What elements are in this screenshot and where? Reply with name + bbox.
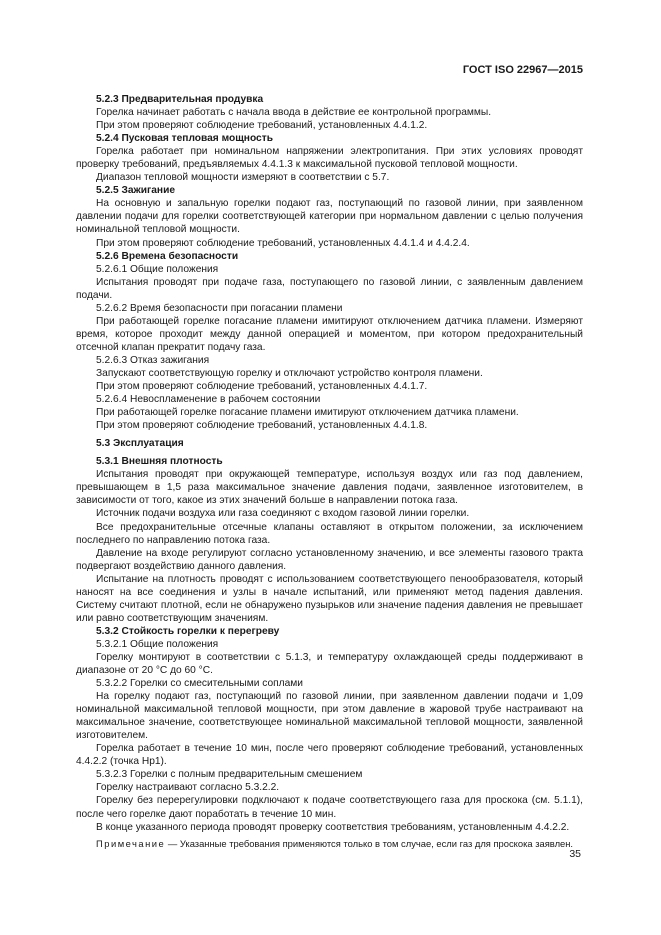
paragraph: При работающей горелке погасание пламени имитируют отключением датчика пламени. Измеряют время, которое проходит между данной операцией и моментом, при котором предохранительный отсечной клапан прекратит подачу газа. <box>76 315 583 353</box>
paragraph: При этом проверяют соблюдение требований, установленных 4.4.1.4 и 4.4.2.4. <box>96 237 470 249</box>
section-heading: 5.3.2 Стойкость горелки к перегреву <box>96 625 280 637</box>
paragraph: 5.3.2.1 Общие положения <box>96 638 219 650</box>
paragraph: Горелка работает в течение 10 мин, после чего проверяют соблюдение требований, установленных 4.4.2.2 (точка Нр1). <box>76 743 583 768</box>
paragraph: 5.2.6.3 Отказ зажигания <box>96 354 210 366</box>
paragraph: В конце указанного периода проводят проверку соответствия требованиям, установленным 4.4.2.2. <box>96 821 570 833</box>
section-heading: 5.2.6 Времена безопасности <box>96 250 239 262</box>
note-paragraph <box>76 837 583 850</box>
paragraph: Горелку без перерегулировки подключают к подаче соответствующего газа для проскока (см. 5.1.1), после чего горелке дают поработать в течение 10 мин. <box>76 795 583 820</box>
paragraph: На горелку подают газ, поступающий по газовой линии, при заявленном давлении подачи и 1,09 номинальной максимальной тепловой мощности, при этом давление в жаровой трубе настраивают на максимальное значение, соответствующее номинальной максимальной тепловой мощности, заявленной изготовителем. <box>76 691 583 742</box>
paragraph: Горелка начинает работать с начала ввода в действие ее контрольной программы. <box>96 107 492 119</box>
note-label: Примечание <box>96 837 166 849</box>
section-heading: 5.3 Эксплуатация <box>96 438 184 450</box>
section-heading: 5.3.1 Внешняя плотность <box>96 456 223 468</box>
paragraph: Испытание на плотность проводят с использованием соответствующего пенообразователя, который наносят на все соединения и узлы в начале испытаний, или применяют метод падения давления. Систему считают плотной, если не обнаружено пузырьков или значение падения давления не превышает или равно соответствующим значениям. <box>76 573 583 624</box>
paragraph: При этом проверяют соблюдение требований, установленных 4.4.1.8. <box>96 420 428 432</box>
page-number: 35 <box>569 848 581 860</box>
note-text: — Указанные требования применяются только в том случае, если газ для проскока заявлен. <box>165 837 574 849</box>
paragraph: 5.3.2.3 Горелки с полным предварительным смешением <box>96 769 363 781</box>
paragraph: При работающей горелке погасание пламени имитируют отключением датчика пламени. <box>96 407 519 419</box>
paragraph: Источник подачи воздуха или газа соединяют с входом газовой линии горелки. <box>96 508 470 520</box>
paragraph: При этом проверяют соблюдение требований, установленных 4.4.1.7. <box>96 381 428 393</box>
paragraph: Испытания проводят при подаче газа, поступающего по газовой линии, с заявленным давлением подачи. <box>76 276 583 301</box>
paragraph: Все предохранительные отсечные клапаны оставляют в открытом положении, за исключением последнего по направлению потока газа. <box>76 521 583 546</box>
document-body <box>76 93 583 850</box>
paragraph: На основную и запальную горелки подают газ, поступающий по газовой линии, при заявленном давлении подачи для горелки соответствующей категории при нормальном давлении с целью получения номинальной тепловой мощности. <box>76 198 583 236</box>
document-standard-header: ГОСТ ISO 22967—2015 <box>462 64 583 76</box>
paragraph: Испытания проводят при окружающей температуре, используя воздух или газ под давлением, превышающем в 1,5 раза максимальное значение давления подачи, заявленное изготовителем, в зависимости от того, какое из этих значений больше в направлении потока газа. <box>76 469 583 507</box>
section-heading: 5.2.3 Предварительная продувка <box>96 94 264 105</box>
section-heading: 5.2.5 Зажигание <box>96 185 176 197</box>
paragraph: 5.3.2.2 Горелки со смесительными соплами <box>96 678 303 690</box>
paragraph: Горелка работает при номинальном напряжении электропитания. При этих условиях проводят проверку требований, предъявляемых 4.4.1.3 к максимальной пусковой тепловой мощности. <box>76 146 583 171</box>
paragraph: Давление на входе регулируют согласно установленному значению, и все элементы газового тракта подвергают воздействию данного давления. <box>76 547 583 572</box>
paragraph: 5.2.6.2 Время безопасности при погасании пламени <box>96 302 343 314</box>
paragraph: 5.2.6.4 Невоспламенение в рабочем состоянии <box>96 394 321 406</box>
paragraph: Горелку монтируют в соответствии с 5.1.3, и температуру охлаждающей среды поддерживают в диапазоне от 20 °С до 60 °С. <box>76 651 583 677</box>
paragraph: При этом проверяют соблюдение требований, установленных 4.4.1.2. <box>96 120 428 132</box>
section-heading: 5.2.4 Пусковая тепловая мощность <box>96 133 273 145</box>
paragraph: Горелку настраивают согласно 5.3.2.2. <box>96 782 280 794</box>
paragraph: Запускают соответствующую горелку и отключают устройство контроля пламени. <box>96 367 483 379</box>
paragraph: Диапазон тепловой мощности измеряют в соответствии с 5.7. <box>96 172 390 184</box>
paragraph: 5.2.6.1 Общие положения <box>96 263 219 275</box>
